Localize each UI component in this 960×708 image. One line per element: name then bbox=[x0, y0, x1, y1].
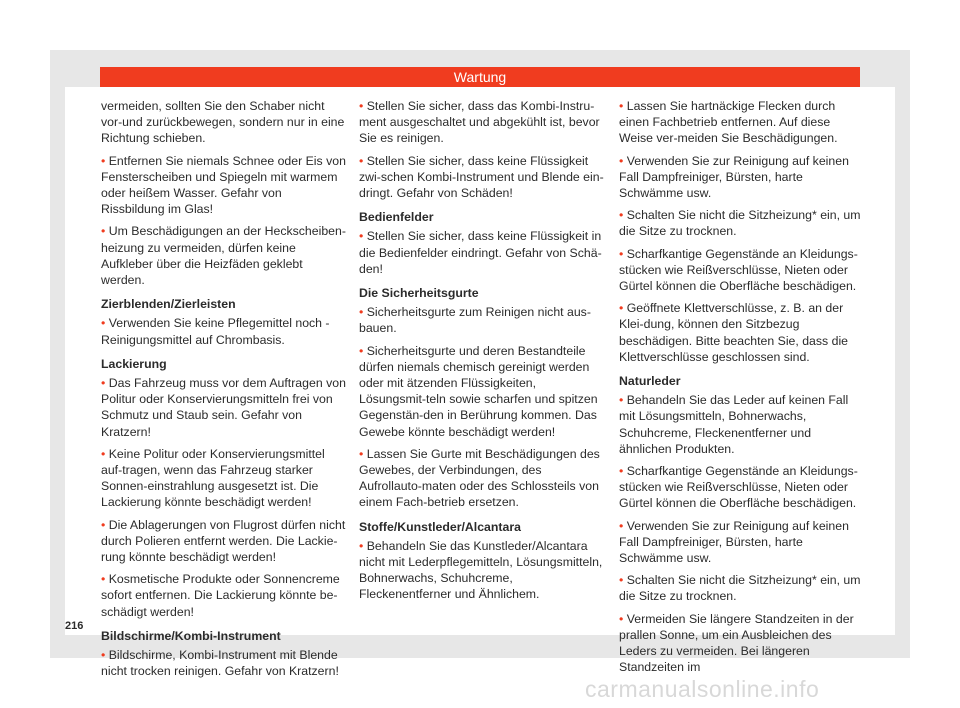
bullet-item bbox=[359, 538, 605, 603]
section-heading: Die Sicherheitsgurte bbox=[359, 286, 479, 301]
bullet-icon: • bbox=[359, 305, 367, 320]
bullet-icon: • bbox=[101, 224, 109, 239]
section-heading: Bedienfelder bbox=[359, 210, 434, 225]
item-text: Das Fahrzeug muss vor dem Auftragen von Politur oder Konservierungsmitteln frei von Schmutz und Staub sein. Gefahr von Kratzern! bbox=[101, 376, 346, 439]
bullet-item bbox=[101, 153, 347, 218]
item-text: Schalten Sie nicht die Sitzheizung* ein, um die Sitze zu trocknen. bbox=[619, 573, 861, 604]
bullet-icon: • bbox=[101, 517, 109, 532]
bullet-item bbox=[101, 223, 347, 288]
item-text: vermeiden, sollten Sie den Schaber nicht vor-und zurückbewegen, sondern nur in eine Richtung schieben. bbox=[101, 99, 345, 146]
section-heading: Bildschirme/Kombi-Instrument bbox=[101, 628, 281, 643]
bullet-icon: • bbox=[619, 301, 627, 316]
bullet-icon: • bbox=[619, 393, 627, 408]
item-text: Stellen Sie sicher, dass keine Flüssigkeit zwi-schen Kombi-Instrument und Blende ein-dringt. Gefahr von Schäden! bbox=[359, 153, 604, 201]
page-number: 216 bbox=[65, 620, 84, 632]
bullet-item bbox=[101, 517, 347, 566]
bullet-item bbox=[359, 228, 605, 277]
paragraph bbox=[101, 98, 347, 147]
bullet-item bbox=[359, 343, 605, 440]
text-column-1 bbox=[101, 98, 347, 686]
item-text: Lassen Sie hartnäckige Flecken durch einen Fachbetrieb entfernen. Auf diese Weise ver-meiden Sie Beschädigungen. bbox=[619, 99, 838, 146]
bullet-item bbox=[619, 246, 865, 295]
bullet-item bbox=[619, 463, 865, 512]
item-text: Sicherheitsgurte und deren Bestandteile dürfen niemals chemisch gereinigt werden oder mit ätzenden Flüssigkeiten, Lösungsmit-teln sowie scharfen und spitzen Gegenstän-den in Berührung kommen. Das Gewebe könnte beschädigt werden! bbox=[359, 343, 598, 439]
section-heading: Stoffe/Kunstleder/Alcantara bbox=[359, 519, 521, 534]
item-text: Verwenden Sie zur Reinigung auf keinen Fall Dampfreiniger, Bürsten, harte Schwämme usw. bbox=[619, 153, 849, 201]
item-text: Bildschirme, Kombi-Instrument mit Blende nicht trocken reinigen. Gefahr von Kratzern! bbox=[101, 648, 339, 679]
bullet-icon: • bbox=[359, 99, 367, 113]
item-text: Schalten Sie nicht die Sitzheizung* ein, um die Sitze zu trocknen. bbox=[619, 208, 861, 239]
bullet-icon: • bbox=[619, 464, 627, 479]
item-text: Kosmetische Produkte oder Sonnencreme sofort entfernen. Die Lackierung könnte be-schädigt werden! bbox=[101, 572, 340, 619]
bullet-icon: • bbox=[619, 208, 627, 223]
section-heading: Zierblenden/Zierleisten bbox=[101, 297, 236, 312]
bullet-icon: • bbox=[619, 611, 627, 626]
bullet-item bbox=[619, 392, 865, 457]
bullet-icon: • bbox=[101, 648, 109, 663]
item-text: Lassen Sie Gurte mit Beschädigungen des Gewebes, der Verbindungen, des Aufrollauto-maten oder des Schlossteils von einem Fach-betrieb ersetzen. bbox=[359, 446, 600, 510]
text-column-3 bbox=[619, 98, 865, 682]
bullet-icon: • bbox=[359, 538, 367, 553]
item-text: Geöffnete Klettverschlüsse, z. B. an der Klei-dung, können den Sitzbezug beschädigen. Bitte beachten Sie, dass die Klettverschlüsse geschlossen sind. bbox=[619, 301, 849, 364]
item-text: Scharfkantige Gegenstände an Kleidungs-stücken wie Reißverschlüsse, Nieten oder Gürtel können die Oberfläche beschädigen. bbox=[619, 464, 858, 511]
section-header: Wartung bbox=[100, 67, 860, 87]
bullet-icon: • bbox=[619, 153, 627, 168]
bullet-item bbox=[619, 98, 865, 147]
item-text: Entfernen Sie niemals Schnee oder Eis von Fensterscheiben und Spiegeln mit warmem oder heißem Wasser. Gefahr von Rissbildung im Glas! bbox=[101, 153, 346, 217]
bullet-item bbox=[101, 446, 347, 511]
bullet-icon: • bbox=[359, 343, 367, 358]
bullet-item bbox=[359, 304, 605, 336]
bullet-icon: • bbox=[359, 446, 367, 461]
bullet-item bbox=[359, 446, 605, 511]
item-text: Keine Politur oder Konservierungsmittel auf-tragen, wenn das Fahrzeug starker Sonnen-einstrahlung ausgesetzt ist. Die Lackierung könnte beschädigt werden! bbox=[101, 446, 325, 510]
item-text: Behandeln Sie das Leder auf keinen Fall mit Lösungsmitteln, Bohnerwachs, Schuhcreme, Fleckenentferner und ähnlichen Produkten. bbox=[619, 393, 849, 456]
bullet-item bbox=[619, 207, 865, 239]
item-text: Um Beschädigungen an der Heckscheiben-heizung zu vermeiden, dürfen keine Aufkleber über die Heizfäden geklebt werden. bbox=[101, 224, 346, 288]
bullet-item bbox=[619, 572, 865, 604]
bullet-item bbox=[359, 153, 605, 202]
bullet-icon: • bbox=[359, 229, 367, 244]
bullet-item bbox=[101, 647, 347, 679]
item-text: Die Ablagerungen von Flugrost dürfen nicht durch Polieren entfernt werden. Die Lackie-rung könnte beschädigt werden! bbox=[101, 517, 346, 565]
watermark: carmanualsonline.info bbox=[585, 676, 820, 702]
bullet-item bbox=[359, 98, 605, 147]
bullet-item bbox=[619, 300, 865, 365]
bullet-icon: • bbox=[101, 572, 109, 587]
bullet-item bbox=[619, 153, 865, 202]
bullet-item bbox=[101, 571, 347, 620]
bullet-icon: • bbox=[101, 316, 109, 331]
bullet-icon: • bbox=[101, 153, 109, 168]
text-column-2 bbox=[359, 98, 605, 609]
bullet-icon: • bbox=[619, 518, 627, 533]
bullet-icon: • bbox=[619, 573, 627, 588]
item-text: Vermeiden Sie längere Standzeiten in der prallen Sonne, um ein Ausbleichen des Leders zu vermeiden. Bei längeren Standzeiten im bbox=[619, 611, 854, 675]
section-heading: Naturleder bbox=[619, 374, 681, 389]
item-text: Stellen Sie sicher, dass keine Flüssigkeit in die Bedienfelder eindringt. Gefahr von Schä-den! bbox=[359, 229, 602, 276]
bullet-icon: • bbox=[359, 153, 367, 168]
bullet-item bbox=[101, 315, 347, 347]
bullet-item bbox=[101, 375, 347, 440]
item-text: Verwenden Sie keine Pflegemittel noch -Reinigungsmittel auf Chrombasis. bbox=[101, 316, 330, 347]
item-text: Behandeln Sie das Kunstleder/Alcantara nicht mit Lederpflegemitteln, Lösungsmitteln, Bohnerwachs, Schuhcreme, Fleckenentferner und Ähnlichem. bbox=[359, 538, 603, 602]
bullet-icon: • bbox=[101, 446, 109, 461]
section-heading: Lackierung bbox=[101, 356, 167, 371]
item-text: Scharfkantige Gegenstände an Kleidungs-stücken wie Reißverschlüsse, Nieten oder Gürtel können die Oberfläche beschädigen. bbox=[619, 246, 858, 294]
bullet-icon: • bbox=[619, 246, 627, 261]
item-text: Verwenden Sie zur Reinigung auf keinen Fall Dampfreiniger, Bürsten, harte Schwämme usw. bbox=[619, 518, 849, 566]
bullet-icon: • bbox=[619, 99, 627, 113]
item-text: Sicherheitsgurte zum Reinigen nicht aus-bauen. bbox=[359, 305, 591, 336]
bullet-icon: • bbox=[101, 376, 109, 391]
bullet-item bbox=[619, 611, 865, 676]
bullet-item bbox=[619, 518, 865, 567]
item-text: Stellen Sie sicher, dass das Kombi-Instru-ment ausgeschaltet und abgekühlt ist, bevor Sie es reinigen. bbox=[359, 99, 600, 146]
